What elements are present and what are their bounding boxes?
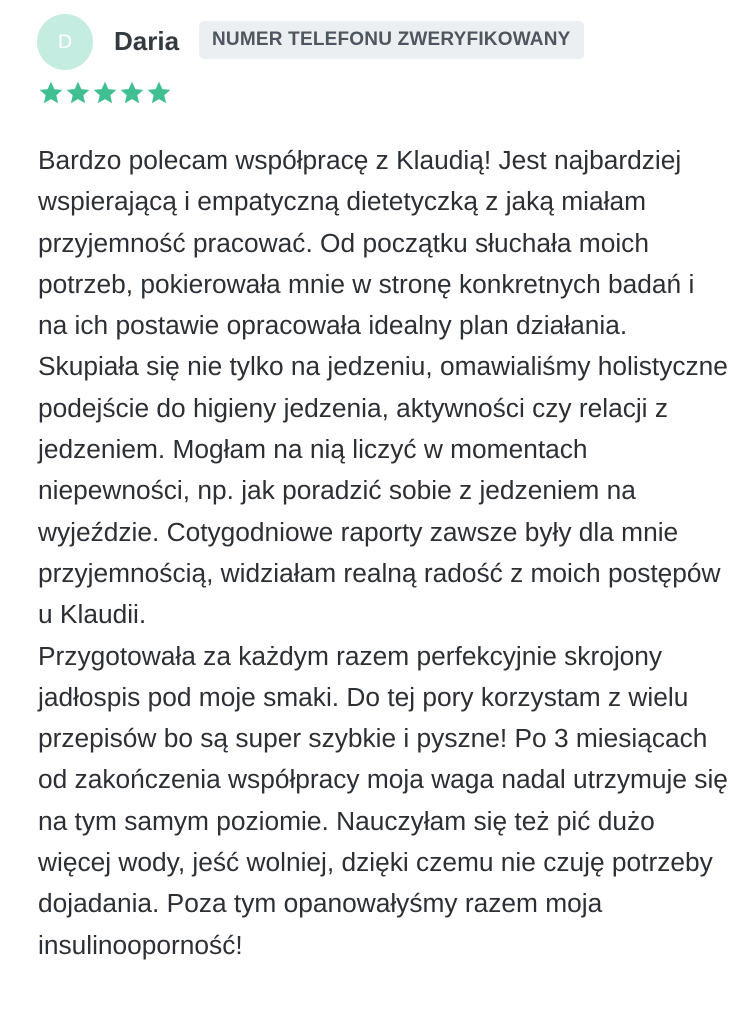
star-icon — [146, 80, 172, 106]
verified-badge: NUMER TELEFONU ZWERYFIKOWANY — [199, 21, 584, 59]
review-paragraph: Bardzo polecam współpracę z Klaudią! Jest najbardziej wspierającą i empatyczną dietetyczką z jaką miałam przyjemność pracować. Od początku słuchała moich potrzeb, pokierowała mnie w stronę konkretnych badań i na ich postawie opracowała idealny plan działania. Skupiała się nie tylko na jedzeniu, omawialiśmy holistyczne podejście do higieny jedzenia, aktywności czy relacji z jedzeniem. Mogłam na nią liczyć w momentach niepewności, np. jak poradzić sobie z jedzeniem na wyjeździe. Cotygodniowe raporty zawsze były dla mnie przyjemnością, widziałam realną radość z moich postępów u Klaudii. — [38, 145, 728, 630]
star-icon — [92, 80, 118, 106]
review-paragraph: Przygotowała za każdym razem perfekcyjnie skrojony jadłospis pod moje smaki. Do tej pory korzystam z wielu przepisów bo są super szybkie i pyszne! Po 3 miesiącach od zakończenia współpracy moja waga nadal utrzymuje się na tym samym poziomie. Nauczyłam się też pić dużo więcej wody, jeść wolniej, dzięki czemu nie czuję potrzeby dojadania. Poza tym opanowałyśmy razem moja insulinooporność! — [38, 640, 728, 960]
star-icon — [38, 80, 64, 106]
star-icon — [119, 80, 145, 106]
star-icon — [65, 80, 91, 106]
star-rating — [38, 80, 172, 106]
review-text — [38, 140, 728, 966]
avatar — [37, 14, 93, 70]
avatar-initial: D — [57, 31, 73, 53]
author-name: Daria — [114, 26, 180, 56]
